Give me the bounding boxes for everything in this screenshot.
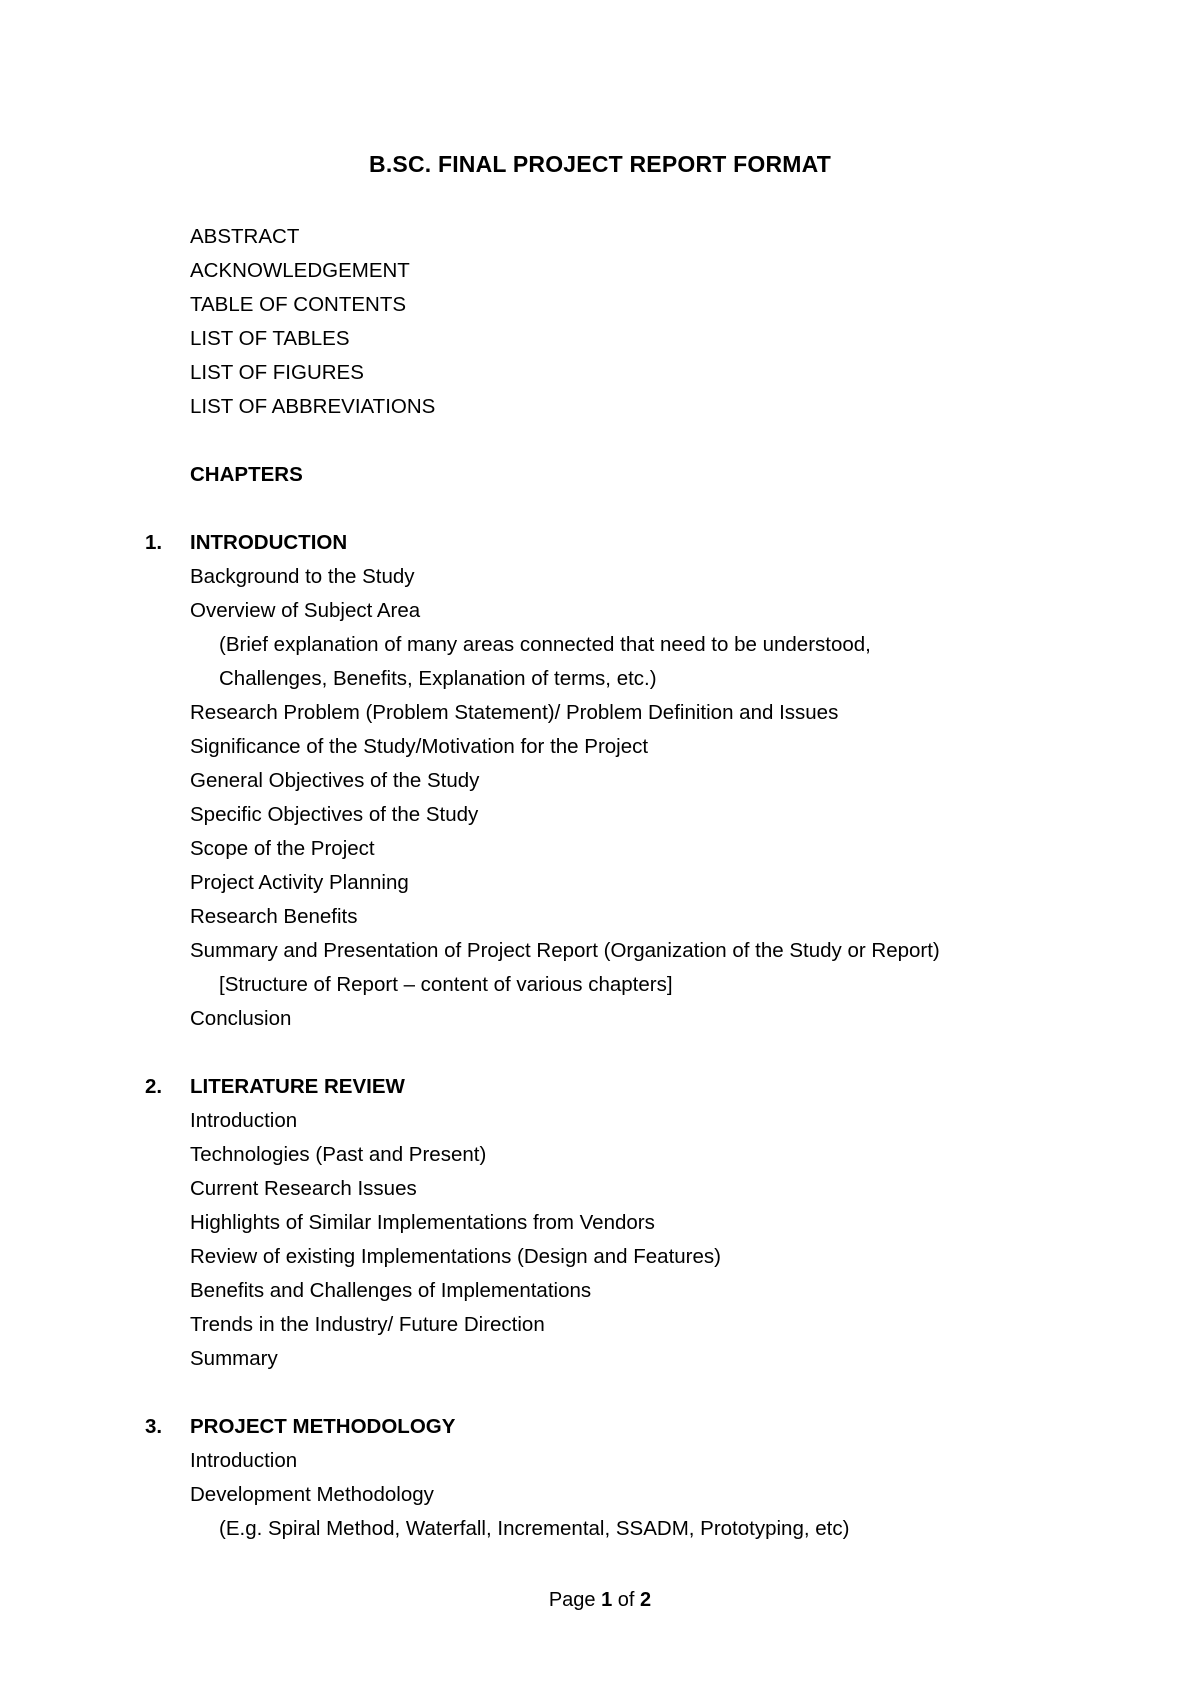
chapter-item: Summary <box>190 1347 278 1370</box>
of-label: of <box>617 1589 635 1611</box>
front-matter-item: ACKNOWLEDGEMENT <box>190 259 410 282</box>
chapter-number: 3. <box>145 1415 163 1438</box>
chapter-heading <box>0 526 1200 560</box>
chapter-heading <box>0 1410 1200 1444</box>
chapter-item-note: (Brief explanation of many areas connected that need to be understood, <box>219 633 871 656</box>
front-matter-item: LIST OF ABBREVIATIONS <box>190 395 436 418</box>
chapter-item-note: (E.g. Spiral Method, Waterfall, Incremental, SSADM, Prototyping, etc) <box>219 1517 850 1540</box>
page-footer <box>0 1586 1200 1614</box>
chapter-title: LITERATURE REVIEW <box>190 1075 405 1098</box>
front-matter-item: ABSTRACT <box>190 225 300 248</box>
chapter-section <box>0 1410 1200 1546</box>
document-content <box>0 220 1200 1546</box>
chapter-item: Introduction <box>190 1109 298 1132</box>
chapter-item: Trends in the Industry/ Future Direction <box>190 1313 545 1336</box>
chapter-item-note: [Structure of Report – content of various chapters] <box>219 973 673 996</box>
chapter-item: Research Benefits <box>190 905 358 928</box>
chapter-item: Project Activity Planning <box>190 871 409 894</box>
front-matter-item: TABLE OF CONTENTS <box>190 293 407 316</box>
chapter-item: Development Methodology <box>190 1483 434 1506</box>
spacer <box>0 1036 1200 1070</box>
chapter-item: Scope of the Project <box>190 837 375 860</box>
chapter-item-note: Challenges, Benefits, Explanation of terms, etc.) <box>219 667 657 690</box>
chapter-number: 1. <box>145 531 163 554</box>
total-pages-number: 2 <box>640 1589 652 1611</box>
chapter-item: Current Research Issues <box>190 1177 417 1200</box>
chapter-item: Introduction <box>190 1449 298 1472</box>
chapter-title: PROJECT METHODOLOGY <box>190 1415 456 1438</box>
chapter-item: Summary and Presentation of Project Report (Organization of the Study or Report) <box>190 939 940 962</box>
chapter-section <box>0 526 1200 1036</box>
front-matter-list <box>0 220 1200 424</box>
current-page-number: 1 <box>601 1589 613 1611</box>
chapter-item: Specific Objectives of the Study <box>190 803 479 826</box>
chapter-title: INTRODUCTION <box>190 531 348 554</box>
chapter-item: Overview of Subject Area <box>190 599 421 622</box>
chapter-heading <box>0 1070 1200 1104</box>
front-matter-item: LIST OF TABLES <box>190 327 350 350</box>
spacer <box>0 1376 1200 1410</box>
chapter-item: General Objectives of the Study <box>190 769 480 792</box>
chapter-number: 2. <box>145 1075 163 1098</box>
chapter-item: Significance of the Study/Motivation for the Project <box>190 735 649 758</box>
chapter-item: Review of existing Implementations (Design and Features) <box>190 1245 721 1268</box>
front-matter-item: LIST OF FIGURES <box>190 361 364 384</box>
spacer <box>0 492 1200 526</box>
page-label: Page <box>548 1589 596 1611</box>
page-title: B.SC. FINAL PROJECT REPORT FORMAT <box>369 151 831 177</box>
spacer <box>0 424 1200 458</box>
chapter-item: Background to the Study <box>190 565 415 588</box>
chapter-item: Highlights of Similar Implementations from Vendors <box>190 1211 655 1234</box>
chapter-section <box>0 1070 1200 1376</box>
chapter-item: Research Problem (Problem Statement)/ Problem Definition and Issues <box>190 701 839 724</box>
chapter-item: Conclusion <box>190 1007 292 1030</box>
chapters-heading: CHAPTERS <box>190 463 303 486</box>
chapter-item: Benefits and Challenges of Implementations <box>190 1279 592 1302</box>
chapter-item: Technologies (Past and Present) <box>190 1143 487 1166</box>
